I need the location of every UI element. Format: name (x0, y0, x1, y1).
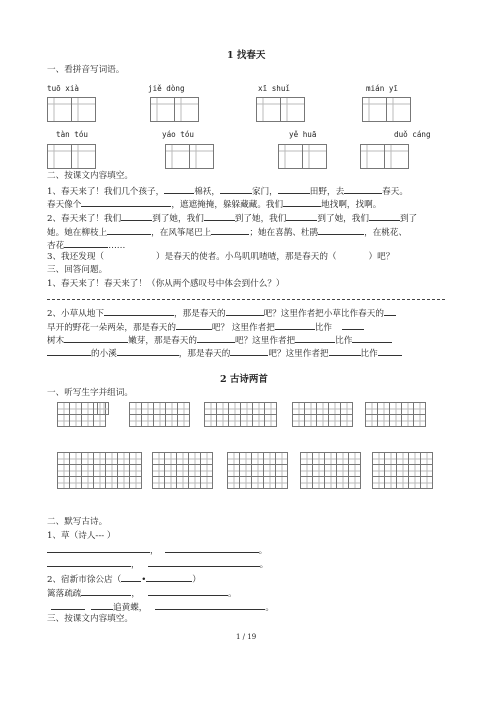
blank[interactable] (107, 225, 151, 235)
writing-grid[interactable] (165, 144, 214, 169)
blank[interactable] (384, 306, 396, 316)
blank[interactable] (220, 184, 252, 194)
writing-grid[interactable] (278, 144, 327, 169)
blank[interactable] (148, 557, 260, 567)
fill-line: 树木 嫩芽，那是春天的 吧？这里作者把 比作 (47, 333, 392, 347)
blank[interactable] (295, 333, 335, 343)
fill-line: 早开的野花一朵两朵，那是春天的 吧？ 这里作者把 比作 (47, 320, 364, 334)
blank[interactable] (197, 333, 235, 343)
dictation-grid[interactable] (204, 414, 277, 427)
answer-line[interactable] (47, 299, 445, 300)
section-heading: 三、按课文内容填空。 (47, 614, 133, 624)
dictation-grid[interactable] (292, 414, 353, 427)
writing-grid[interactable] (360, 144, 409, 169)
pinyin-label: yáo tóu (162, 130, 195, 139)
pinyin-label: duǒ cáng (394, 130, 431, 139)
blank[interactable] (146, 572, 192, 582)
blank[interactable] (226, 306, 264, 316)
blank[interactable] (47, 346, 91, 356)
writing-grid[interactable] (47, 144, 96, 169)
section-heading: 二、按课文内容填空。 (47, 171, 133, 181)
blank[interactable] (165, 543, 259, 553)
pinyin-label: mián yī (366, 84, 399, 93)
fill-line: 春天像个 ，遮遮掩掩，躲躲藏藏。我们 地找啊，找啊。 (47, 197, 381, 211)
section-heading: 三、回答问题。 (47, 265, 108, 275)
dictation-grid[interactable] (372, 476, 433, 489)
blank[interactable] (378, 346, 402, 356)
blank[interactable] (329, 346, 361, 356)
blank[interactable] (104, 306, 174, 316)
blank[interactable] (352, 333, 392, 343)
blank[interactable] (176, 320, 212, 330)
dictation-grid[interactable] (365, 414, 426, 427)
dictation-grid[interactable] (57, 414, 106, 427)
lesson2-title: 2 古诗两首 (220, 374, 268, 385)
fill-line: 2、小草从地下 ，那是春天的 吧？这里作者把小草比作春天的 (47, 306, 396, 320)
blank[interactable] (51, 600, 85, 610)
writing-grid[interactable] (47, 97, 96, 122)
poem-line: 篱落疏疏 ， 。 (47, 586, 237, 600)
question: 1、春天来了！春天来了！（你从两个感叹号中体会到什么？） (47, 279, 285, 289)
fill-line: 3、我还发现（ ）是春天的使者。小鸟叽叽喳喳，那是春天的（ ）吧？ (47, 252, 395, 262)
section-heading: 一、看拼音写词语。 (47, 65, 125, 75)
blank[interactable] (148, 586, 228, 596)
fill-line: 她。她在柳枝上 ，在风筝尾巴上 ；她在喜鹊、杜鹃 ，在桃花、 (47, 225, 407, 239)
dictation-grid[interactable] (97, 402, 109, 415)
blank[interactable] (81, 586, 131, 596)
dictation-grid[interactable] (57, 476, 142, 489)
writing-grid[interactable] (256, 97, 305, 122)
blank[interactable] (342, 320, 364, 330)
blank[interactable] (47, 543, 150, 553)
blank[interactable] (164, 184, 194, 194)
blank[interactable] (344, 184, 382, 194)
blank[interactable] (117, 346, 179, 356)
writing-grid[interactable] (362, 97, 411, 122)
section-heading: 二、默写古诗。 (47, 517, 108, 527)
blank[interactable] (121, 572, 141, 582)
page-number: 1 / 19 (236, 633, 257, 641)
blank[interactable] (64, 333, 128, 343)
pinyin-label: xī shuǐ (258, 84, 291, 93)
fill-line: 杏花 …… (47, 238, 125, 252)
blank[interactable] (230, 346, 268, 356)
poem-title-line: 1、草（诗人--- ） (47, 531, 116, 541)
lesson1-title: 1 找春天 (227, 50, 266, 61)
blank[interactable] (283, 197, 321, 207)
blank[interactable] (286, 211, 317, 221)
poem-line: ， 。 (47, 557, 268, 571)
fill-line: 2、春天来了！我们 到了她，我们 到了她，我们 到了她，我们 到了 (47, 211, 417, 225)
section-heading: 一、听写生字并组词。 (47, 388, 133, 398)
dictation-grid[interactable] (152, 476, 213, 489)
pinyin-label: tuō xià (47, 84, 80, 93)
poem-line: 追黄蝶， 。 (47, 600, 274, 614)
fill-line: 的小溪 ，那是春天的 吧？这里作者把 比作 (47, 346, 402, 360)
dictation-grid[interactable] (300, 476, 361, 489)
writing-grid[interactable] (150, 97, 199, 122)
blank[interactable] (121, 211, 152, 221)
blank[interactable] (369, 211, 400, 221)
blank[interactable] (91, 600, 113, 610)
blank[interactable] (155, 600, 265, 610)
blank[interactable] (81, 197, 171, 207)
poem-line: ， 。 (47, 543, 267, 557)
blank[interactable] (204, 211, 235, 221)
poem-title-line: 2、宿新市徐公店（ • ） (47, 572, 201, 586)
dictation-grid[interactable] (227, 476, 288, 489)
pinyin-label: yě huā (289, 130, 317, 139)
blank[interactable] (318, 225, 364, 235)
blank[interactable] (275, 320, 315, 330)
blank[interactable] (47, 557, 131, 567)
dictation-grid[interactable] (129, 414, 190, 427)
pinyin-label: tàn tóu (56, 130, 89, 139)
pinyin-label: jiě dòng (148, 84, 185, 93)
blank[interactable] (64, 238, 108, 248)
blank[interactable] (211, 225, 249, 235)
blank[interactable] (278, 184, 310, 194)
fill-line: 1、春天来了！我们几个孩子， 棉袄， 家门， 田野，去 春天。 (47, 184, 408, 198)
